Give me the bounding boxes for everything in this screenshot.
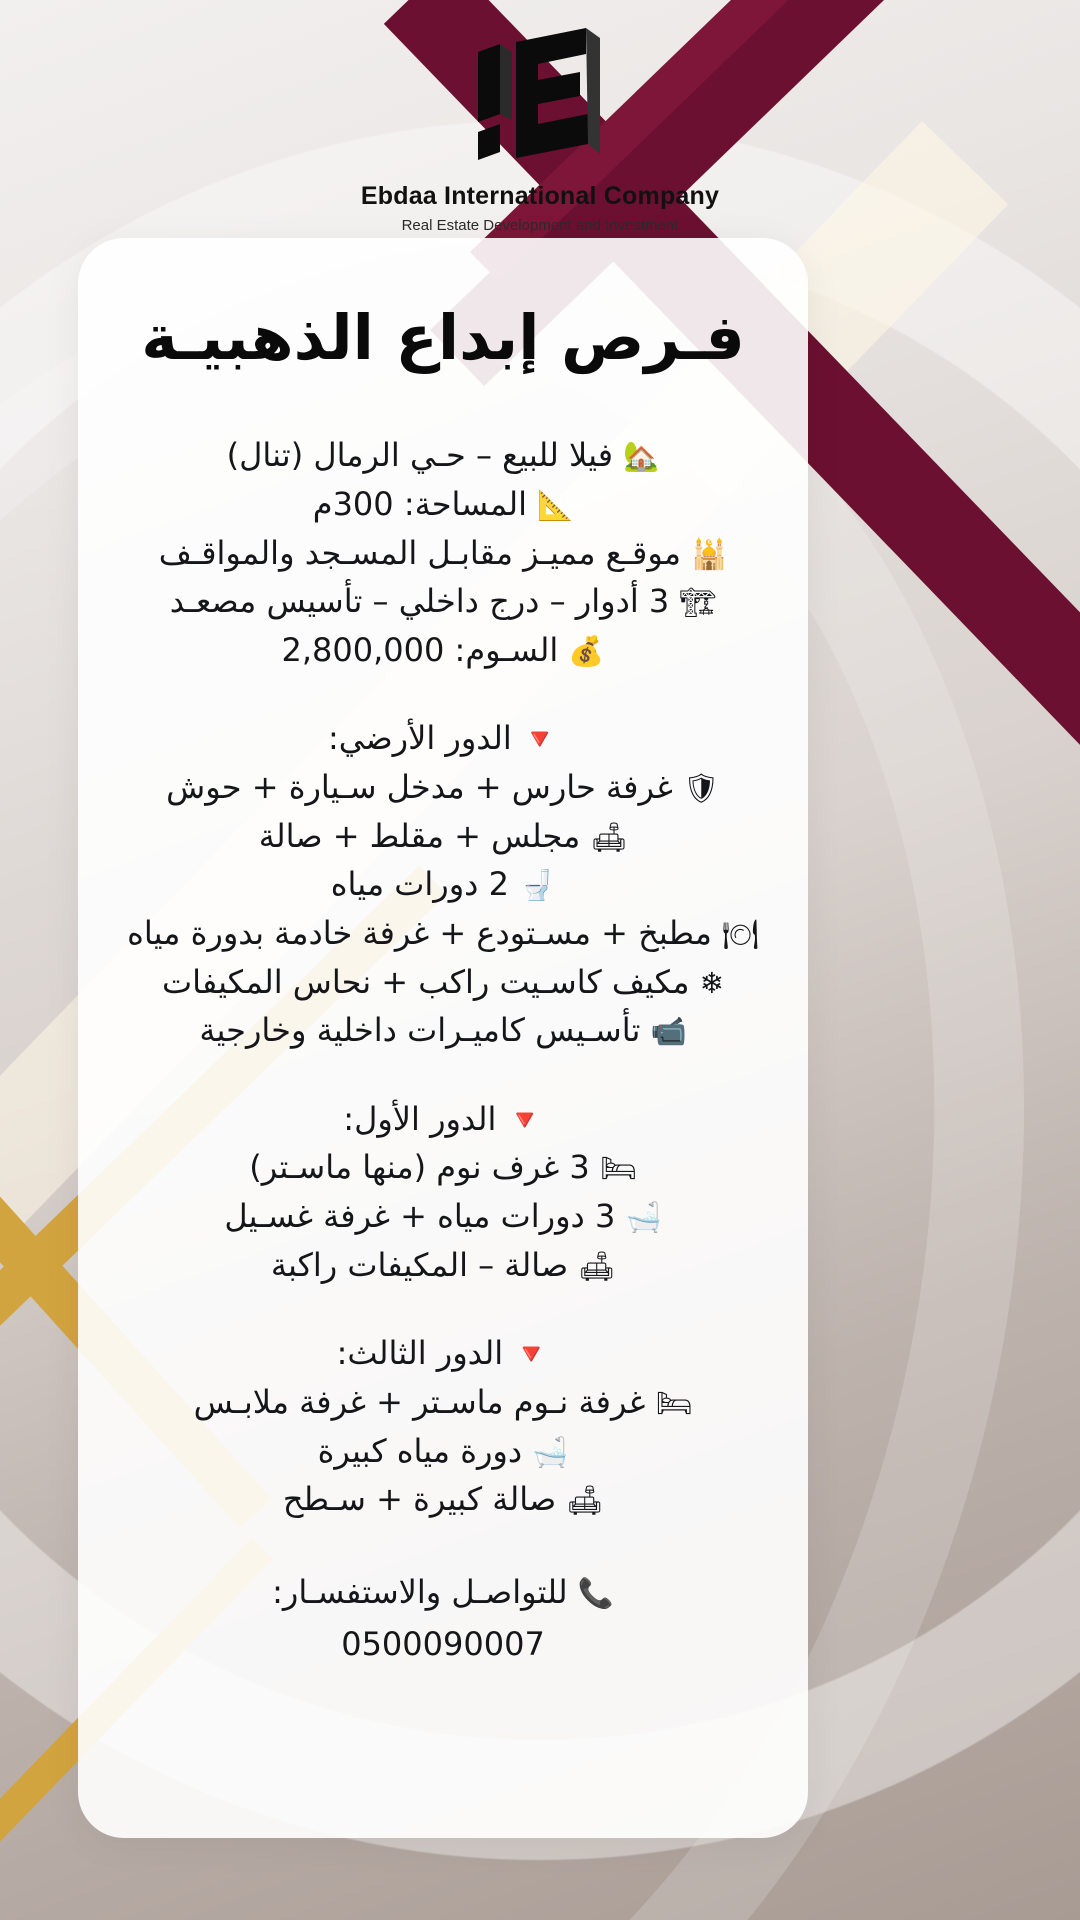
- summary-line-text: المساحة: 300م: [312, 484, 538, 523]
- section-heading-text: الدور الأرضي:: [327, 719, 522, 758]
- section-item-text: 3 دورات مياه + غرفة غسـيل: [224, 1197, 626, 1236]
- offer-card: [78, 238, 808, 1838]
- telephone-receiver-icon: 📞: [577, 1575, 614, 1610]
- summary-line: [114, 480, 772, 529]
- section-item-text: مطبخ + مسـتودع + غرفة خادمة بدورة مياه: [127, 913, 723, 952]
- sections-block: [114, 674, 772, 1523]
- video-camera-icon: 📹: [650, 1014, 687, 1049]
- offer-body: [114, 431, 772, 1524]
- summary-line: [114, 431, 772, 480]
- brand-subtitle: Real Estate Development and Investment: [401, 217, 679, 234]
- section-item-text: غرفة حارس + مدخل سـيارة + حوش: [166, 768, 684, 807]
- section-heading: [114, 1329, 772, 1378]
- section-item: [114, 1241, 772, 1290]
- page-title: فـرص إبداع الذهبيـة: [141, 301, 745, 374]
- section-item: [114, 860, 772, 909]
- section-item-text: تأسـيس كاميـرات داخلية وخارجية: [199, 1011, 651, 1050]
- building-construction-icon: 🏗: [679, 585, 717, 620]
- summary-line: [114, 626, 772, 675]
- section-spacer: [114, 674, 772, 714]
- section-item-text: صالة – المكيفات راكبة: [270, 1245, 579, 1284]
- section-item-text: مجلس + مقلط + صالة: [258, 816, 591, 855]
- summary-line: [114, 529, 772, 578]
- summary-block: [114, 431, 772, 674]
- brand-name: Ebdaa International Company: [360, 182, 720, 210]
- section-item-text: دورة مياه كبيرة: [317, 1431, 533, 1470]
- section-spacer: [114, 1289, 772, 1329]
- brand-header: [0, 28, 1080, 234]
- contact-block: [114, 1568, 772, 1668]
- triangular-ruler-icon: 📐: [537, 487, 574, 522]
- contact-line: [114, 1568, 772, 1616]
- red-triangle-down-icon: 🔻: [506, 1102, 543, 1137]
- summary-line-text: 3 أدوار – درج داخلي – تأسيس مصعـد: [169, 582, 680, 621]
- section-heading: [114, 714, 772, 763]
- couch-icon: 🛋: [578, 1248, 616, 1283]
- section-item-text: 3 غرف نوم (منها ماسـتر): [249, 1148, 600, 1187]
- bathtub-icon: 🛁: [625, 1200, 662, 1235]
- summary-line-text: السـوم: 2,800,000: [281, 630, 569, 669]
- section-item: [114, 1143, 772, 1192]
- section-item: [114, 1006, 772, 1055]
- section-item: [114, 812, 772, 861]
- money-bag-icon: 💰: [568, 633, 605, 668]
- summary-line-text: فيلا للبيع – حـي الرمال (تنال): [226, 436, 624, 475]
- bathtub-icon: 🛁: [532, 1434, 569, 1469]
- fork-and-knife-icon: 🍽: [722, 916, 759, 951]
- shield-icon: 🛡: [683, 771, 720, 806]
- bed-icon: 🛏: [655, 1385, 693, 1420]
- section-item: [114, 1378, 772, 1427]
- contact-label: للتواصـل والاستفسـار:: [272, 1572, 568, 1611]
- snowflake-icon: ❄: [699, 965, 724, 1000]
- couch-icon: 🛋: [566, 1483, 604, 1518]
- section-spacer: [114, 1055, 772, 1095]
- section-item-text: مكيف كاسـيت راكب + نحاس المكيفات: [162, 962, 700, 1001]
- bed-icon: 🛏: [599, 1151, 637, 1186]
- section-item: [114, 1427, 772, 1476]
- section-item-text: غرفة نـوم ماسـتر + غرفة ملابـس: [193, 1382, 656, 1421]
- house-with-garden-icon: 🏡: [623, 439, 660, 474]
- section-item: [114, 1192, 772, 1241]
- section-item: [114, 763, 772, 812]
- summary-line-text: موقـع مميـز مقابـل المسـجد والمواقـف: [158, 533, 692, 572]
- section-item: [114, 958, 772, 1007]
- section-heading-text: الدور الأول:: [343, 1099, 507, 1138]
- red-triangle-down-icon: 🔻: [513, 1337, 550, 1372]
- section-item: [114, 909, 772, 958]
- section-heading-text: الدور الثالث:: [336, 1334, 514, 1373]
- red-triangle-down-icon: 🔻: [521, 722, 558, 757]
- section-heading: [114, 1095, 772, 1144]
- summary-line: [114, 577, 772, 626]
- couch-icon: 🛋: [590, 819, 628, 854]
- section-item-text: 2 دورات مياه: [330, 865, 520, 904]
- toilet-icon: 🚽: [519, 868, 556, 903]
- section-item-text: صالة كبيرة + سـطح: [282, 1480, 567, 1519]
- ie-monogram-logo-icon: [460, 28, 620, 168]
- mosque-icon: 🕌: [691, 536, 728, 571]
- phone-number[interactable]: 0500090007: [341, 1624, 545, 1663]
- section-item: [114, 1475, 772, 1524]
